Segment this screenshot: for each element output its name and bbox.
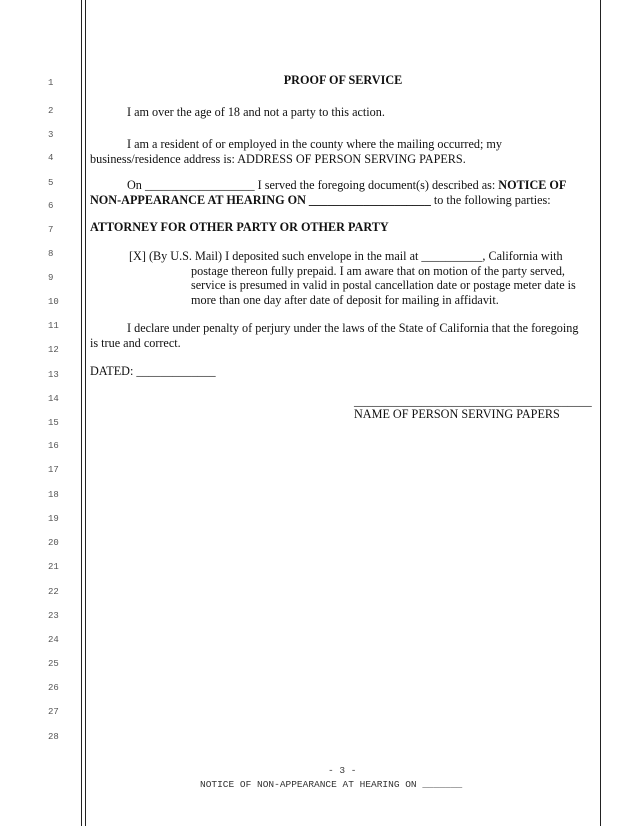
line-number: 20 <box>48 538 59 548</box>
line-number: 7 <box>48 225 54 235</box>
line-number: 10 <box>48 297 59 307</box>
line-number: 28 <box>48 732 59 742</box>
line-number: 4 <box>48 153 54 163</box>
line-number: 15 <box>48 418 59 428</box>
page-title: PROOF OF SERVICE <box>283 73 403 87</box>
line-number: 3 <box>48 130 54 140</box>
line-number: 5 <box>48 178 54 188</box>
line-number: 14 <box>48 394 59 404</box>
line-number: 1 <box>48 78 54 88</box>
mail-line-3: service is presumed in valid in postal cancellation date or postage meter date is <box>191 278 576 292</box>
line-number: 27 <box>48 707 59 717</box>
line-number: 12 <box>48 345 59 355</box>
line-number: 18 <box>48 490 59 500</box>
line-number: 24 <box>48 635 59 645</box>
line-number: 8 <box>48 249 54 259</box>
declaration-line-2: is true and correct. <box>90 336 181 350</box>
line-number: 23 <box>48 611 59 621</box>
footer-page-number: - 3 - <box>328 765 357 776</box>
mail-line-4: more than one day after date of deposit for mailing in affidavit. <box>191 293 499 307</box>
mail-line-1: [X] (By U.S. Mail) I deposited such envelope in the mail at __________, California with <box>129 249 563 263</box>
line-number: 2 <box>48 106 54 116</box>
served-document-name-cont: NON-APPEARANCE AT HEARING ON ____________________ <box>90 193 431 207</box>
paragraph-served-line-2 <box>90 193 551 207</box>
paragraph-residence-line-1: I am a resident of or employed in the county where the mailing occurred; my <box>127 137 502 151</box>
signature-line: _______________________________________ <box>354 394 592 408</box>
signature-name: NAME OF PERSON SERVING PAPERS <box>354 407 560 421</box>
line-number: 13 <box>48 370 59 380</box>
mail-line-2: postage thereon fully prepaid. I am aware that on motion of the party served, <box>191 264 565 278</box>
paragraph-residence-line-2: business/residence address is: ADDRESS OF PERSON SERVING PAPERS. <box>90 152 466 166</box>
paragraph-age: I am over the age of 18 and not a party to this action. <box>127 105 385 119</box>
served-parties-text: to the following parties: <box>430 193 551 207</box>
line-number: 19 <box>48 514 59 524</box>
served-text: On __________________ I served the foregoing document(s) described as: <box>127 178 499 192</box>
line-number: 17 <box>48 465 59 475</box>
line-number: 11 <box>48 321 59 331</box>
line-number: 26 <box>48 683 59 693</box>
footer-title: NOTICE OF NON-APPEARANCE AT HEARING ON _______ <box>200 779 463 790</box>
left-margin-rule-1 <box>81 0 82 826</box>
declaration-line-1: I declare under penalty of perjury under the laws of the State of California that the foregoing <box>127 321 579 335</box>
paragraph-served-line-1 <box>127 178 566 192</box>
line-number: 16 <box>48 441 59 451</box>
line-number: 22 <box>48 587 59 597</box>
line-number: 6 <box>48 201 54 211</box>
dated-field: DATED: _____________ <box>90 364 216 378</box>
right-margin-rule <box>600 0 601 826</box>
attorney-heading: ATTORNEY FOR OTHER PARTY OR OTHER PARTY <box>90 220 389 234</box>
line-number: 25 <box>48 659 59 669</box>
left-margin-rule-2 <box>85 0 86 826</box>
line-number: 9 <box>48 273 54 283</box>
line-number: 21 <box>48 562 59 572</box>
served-document-name: NOTICE OF <box>498 178 567 192</box>
